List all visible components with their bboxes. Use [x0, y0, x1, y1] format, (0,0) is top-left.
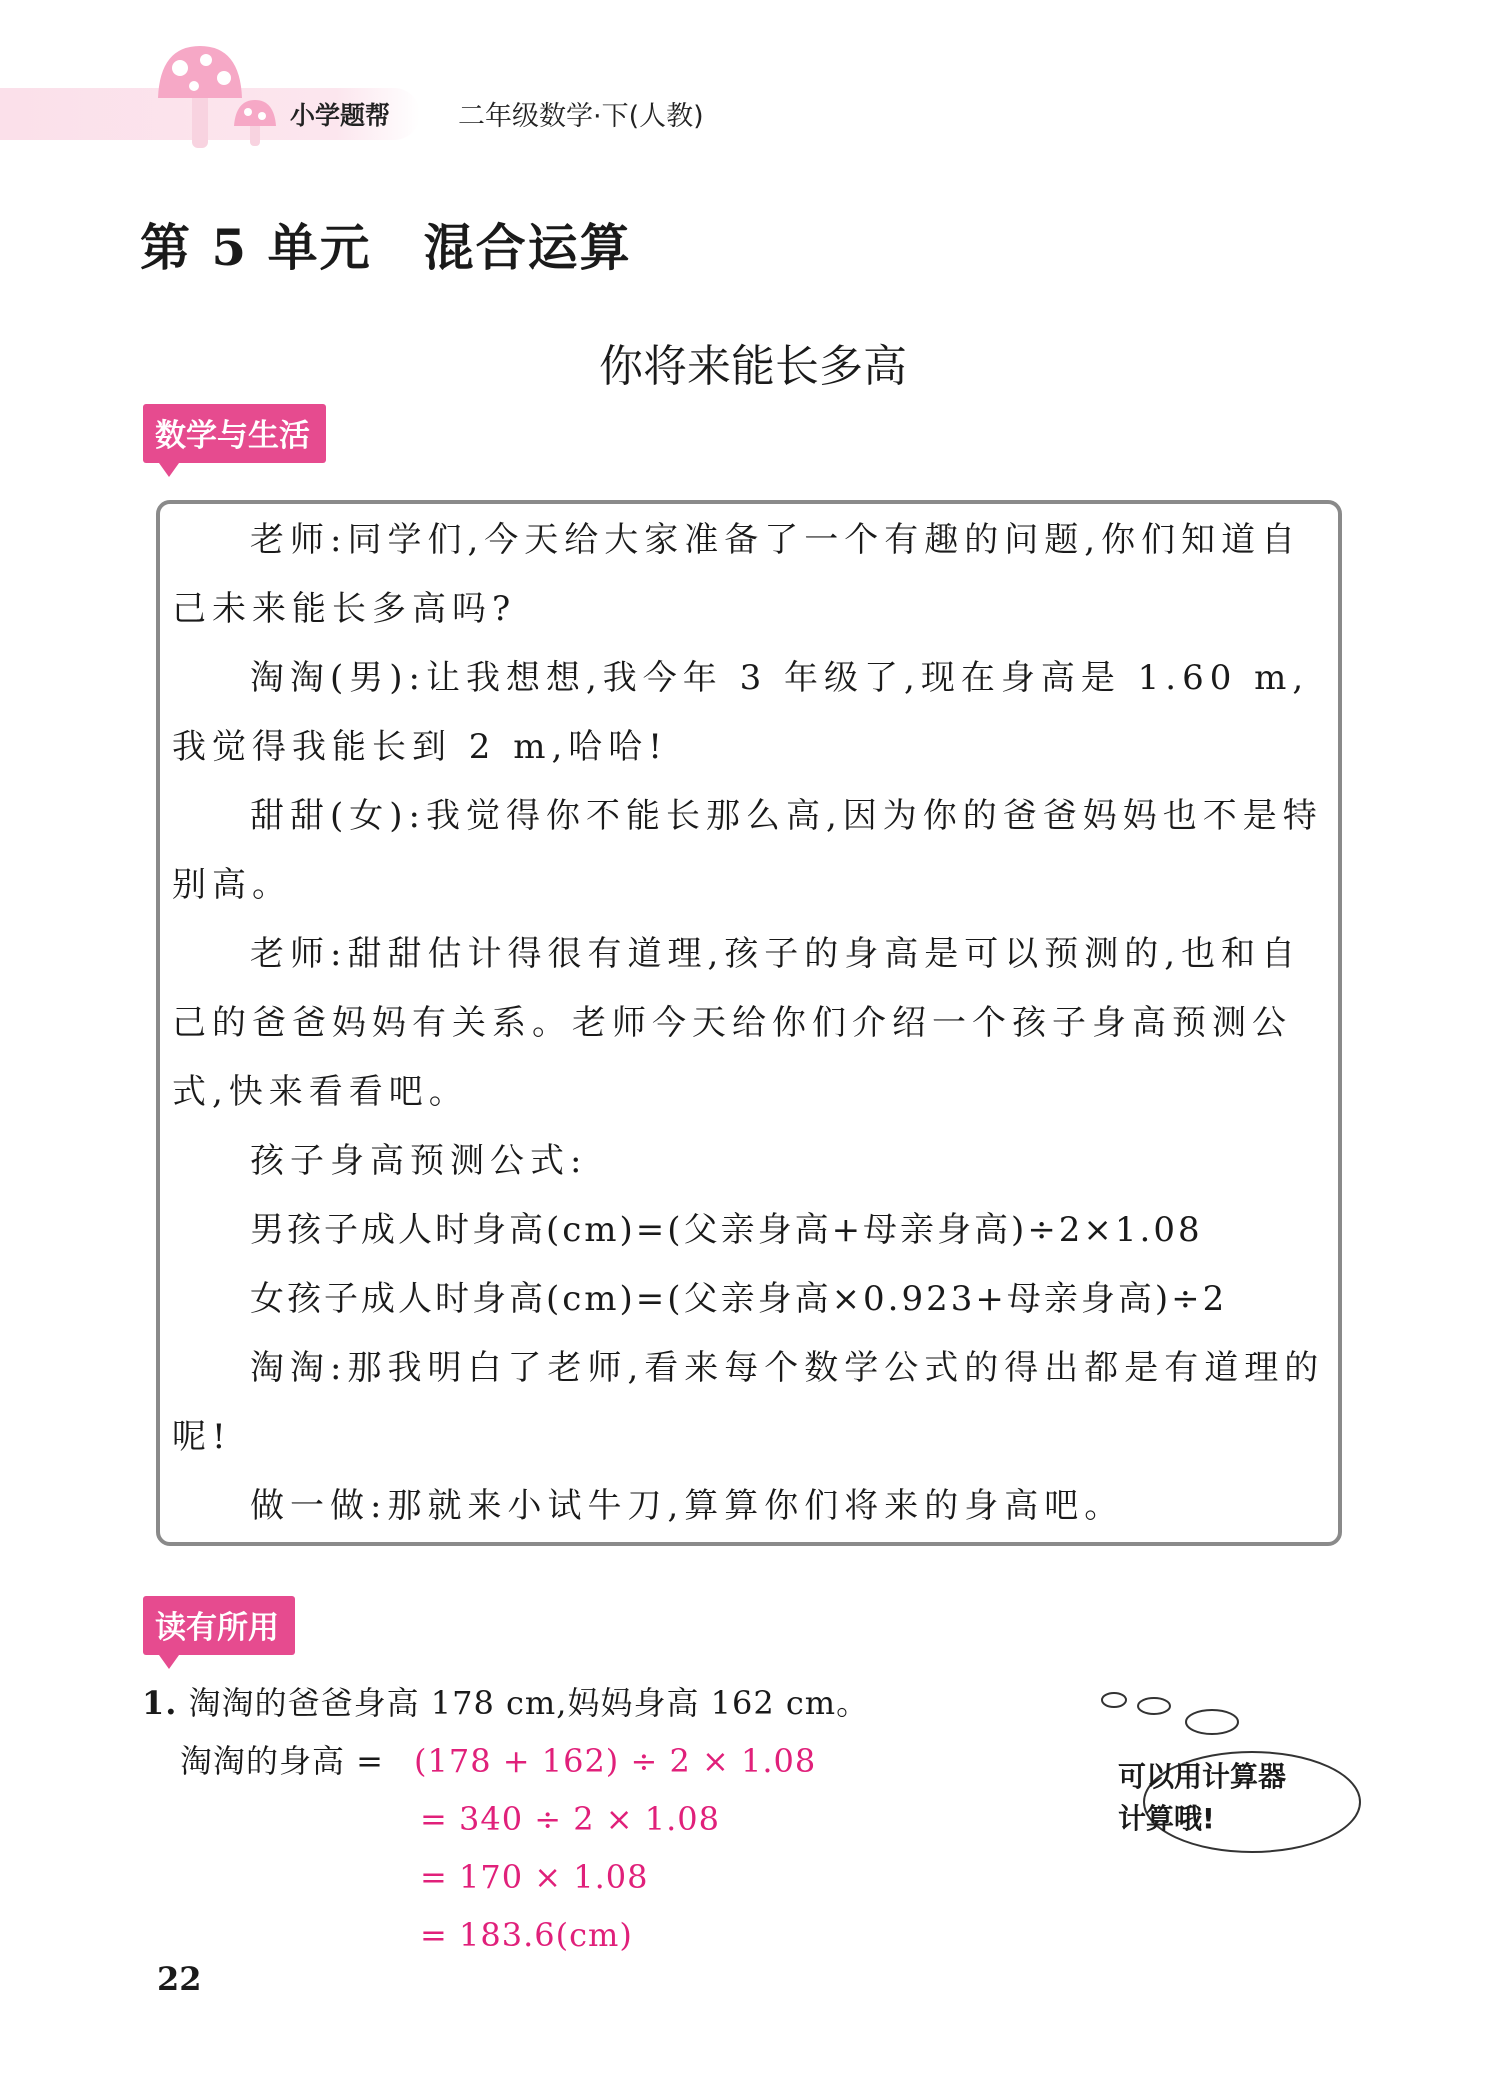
lesson-title: [0, 330, 1506, 394]
solution-step: = 170 × 1.08: [420, 1858, 649, 1896]
section-tag-read-use: 读有所用: [143, 1596, 295, 1655]
formula-heading: 孩子身高预测公式:: [250, 1141, 588, 1181]
solution-step: = 340 ÷ 2 × 1.08: [420, 1800, 720, 1838]
bubble-line: 计算哦!: [1118, 1802, 1215, 1835]
dialogue-paragraph: 甜甜(女):我觉得你不能长那么高,因为你的爸爸妈妈也不是特别高。: [172, 796, 1323, 905]
dialogue-paragraph: 淘淘(男):让我想想,我今年 3 年级了,现在身高是 1.60 m,我觉得我能长到 2 m,哈哈!: [172, 658, 1310, 767]
dialogue-paragraph: 老师:甜甜估计得很有道理,孩子的身高是可以预测的,也和自己的爸爸妈妈有关系。老师今天给你们介绍一个孩子身高预测公式,快来看看吧。: [172, 934, 1302, 1112]
page-number: 22: [157, 1960, 202, 1998]
dialogue-paragraph: 淘淘:那我明白了老师,看来每个数学公式的得出都是有道理的呢!: [172, 1348, 1325, 1457]
unit-title: 第 5 单元 混合运算: [140, 218, 632, 277]
brand-label: 小学题帮: [290, 101, 391, 130]
solution-step: (178 + 162) ÷ 2 × 1.08: [414, 1742, 817, 1780]
exercise-number: 1: [142, 1684, 166, 1722]
section-tag-math-life: 数学与生活: [143, 404, 326, 463]
exercise-question-text: 淘淘的爸爸身高 178 cm,妈妈身高 162 cm。: [188, 1684, 870, 1722]
solution-step: = 183.6(cm): [420, 1916, 633, 1954]
mushroom-logo-icon: [150, 40, 290, 150]
dialogue-paragraph: 老师:同学们,今天给大家准备了一个有趣的问题,你们知道自己未来能长多高吗?: [172, 520, 1302, 629]
exercise-question: 1. 淘淘的爸爸身高 178 cm,妈妈身高 162 cm。: [142, 1684, 870, 1722]
bubble-line: 可以用计算器: [1118, 1760, 1287, 1793]
lesson-title-text: 你将来能长多高: [599, 341, 907, 392]
dialogue-paragraph: 做一做:那就来小试牛刀,算算你们将来的身高吧。: [250, 1486, 1125, 1526]
book-title: 二年级数学·下(人教): [458, 101, 704, 132]
formula-boy: 男孩子成人时身高(cm)=(父亲身高+母亲身高)÷2×1.08: [250, 1210, 1203, 1250]
exercise-label: 淘淘的身高 =: [180, 1742, 384, 1780]
formula-girl: 女孩子成人时身高(cm)=(父亲身高×0.923+母亲身高)÷2: [250, 1279, 1228, 1319]
bubble-text: [1118, 1756, 1358, 1840]
